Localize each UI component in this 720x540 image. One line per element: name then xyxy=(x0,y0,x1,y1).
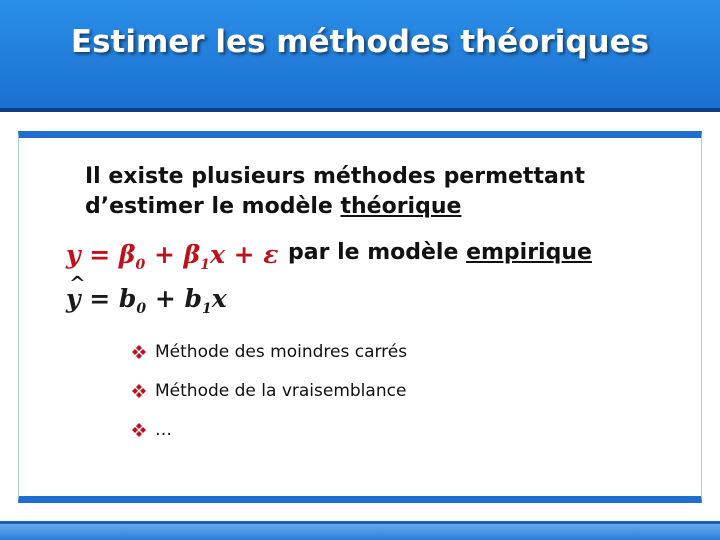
list-item xyxy=(132,340,407,364)
formula-plus-3: + xyxy=(146,284,185,313)
methods-list xyxy=(132,340,407,457)
formula-beta1: β xyxy=(183,240,201,269)
footer-divider xyxy=(0,521,720,524)
intro-text xyxy=(85,162,585,222)
diamond-bullet-icon xyxy=(132,384,146,398)
title-bar xyxy=(0,0,720,112)
list-item-label: Méthode de la vraisemblance xyxy=(155,381,407,401)
theoretical-model-formula xyxy=(66,240,278,273)
formula-b1-sub: 1 xyxy=(201,301,212,317)
intro-line-3 xyxy=(288,238,592,268)
list-item-label: Méthode des moindres carrés xyxy=(155,342,408,362)
formula-b1: b xyxy=(184,284,202,313)
list-item xyxy=(132,379,407,403)
intro-line-2 xyxy=(85,192,585,222)
formula-b0-sub: 0 xyxy=(136,301,147,317)
intro-line-1: Il existe plusieurs méthodes permettant xyxy=(85,164,585,189)
footer-bar xyxy=(0,521,720,540)
formula-equals: = xyxy=(80,240,119,269)
title-bar-divider xyxy=(0,108,720,112)
slide-title: Estimer les méthodes théoriques xyxy=(70,24,650,60)
formula-y: y xyxy=(66,240,81,269)
empirical-model-link: empirique xyxy=(466,240,592,265)
intro-line-2-prefix: d’estimer le modèle xyxy=(85,194,341,219)
empirical-model-formula xyxy=(66,284,227,317)
formula-x-2: x xyxy=(211,284,227,313)
formula-y-hat: ^ y xyxy=(66,284,81,313)
formula-b0: b xyxy=(118,284,137,313)
formula-beta0: β xyxy=(118,240,136,269)
diamond-bullet-icon xyxy=(132,423,146,437)
formula-epsilon: ε xyxy=(263,240,279,269)
formula-equals-2: = xyxy=(80,284,119,313)
diamond-bullet-icon xyxy=(132,345,146,359)
formula-x: x xyxy=(209,240,225,269)
formula-beta0-sub: 0 xyxy=(135,257,146,273)
formula-plus-2: + xyxy=(224,240,264,269)
intro-line-3-prefix: par le modèle xyxy=(288,240,467,265)
formula-plus-1: + xyxy=(145,240,184,269)
list-item xyxy=(132,418,407,442)
theoretical-model-link: théorique xyxy=(340,194,462,219)
list-item-label: … xyxy=(155,420,172,440)
formula-beta1-sub: 1 xyxy=(200,257,210,273)
